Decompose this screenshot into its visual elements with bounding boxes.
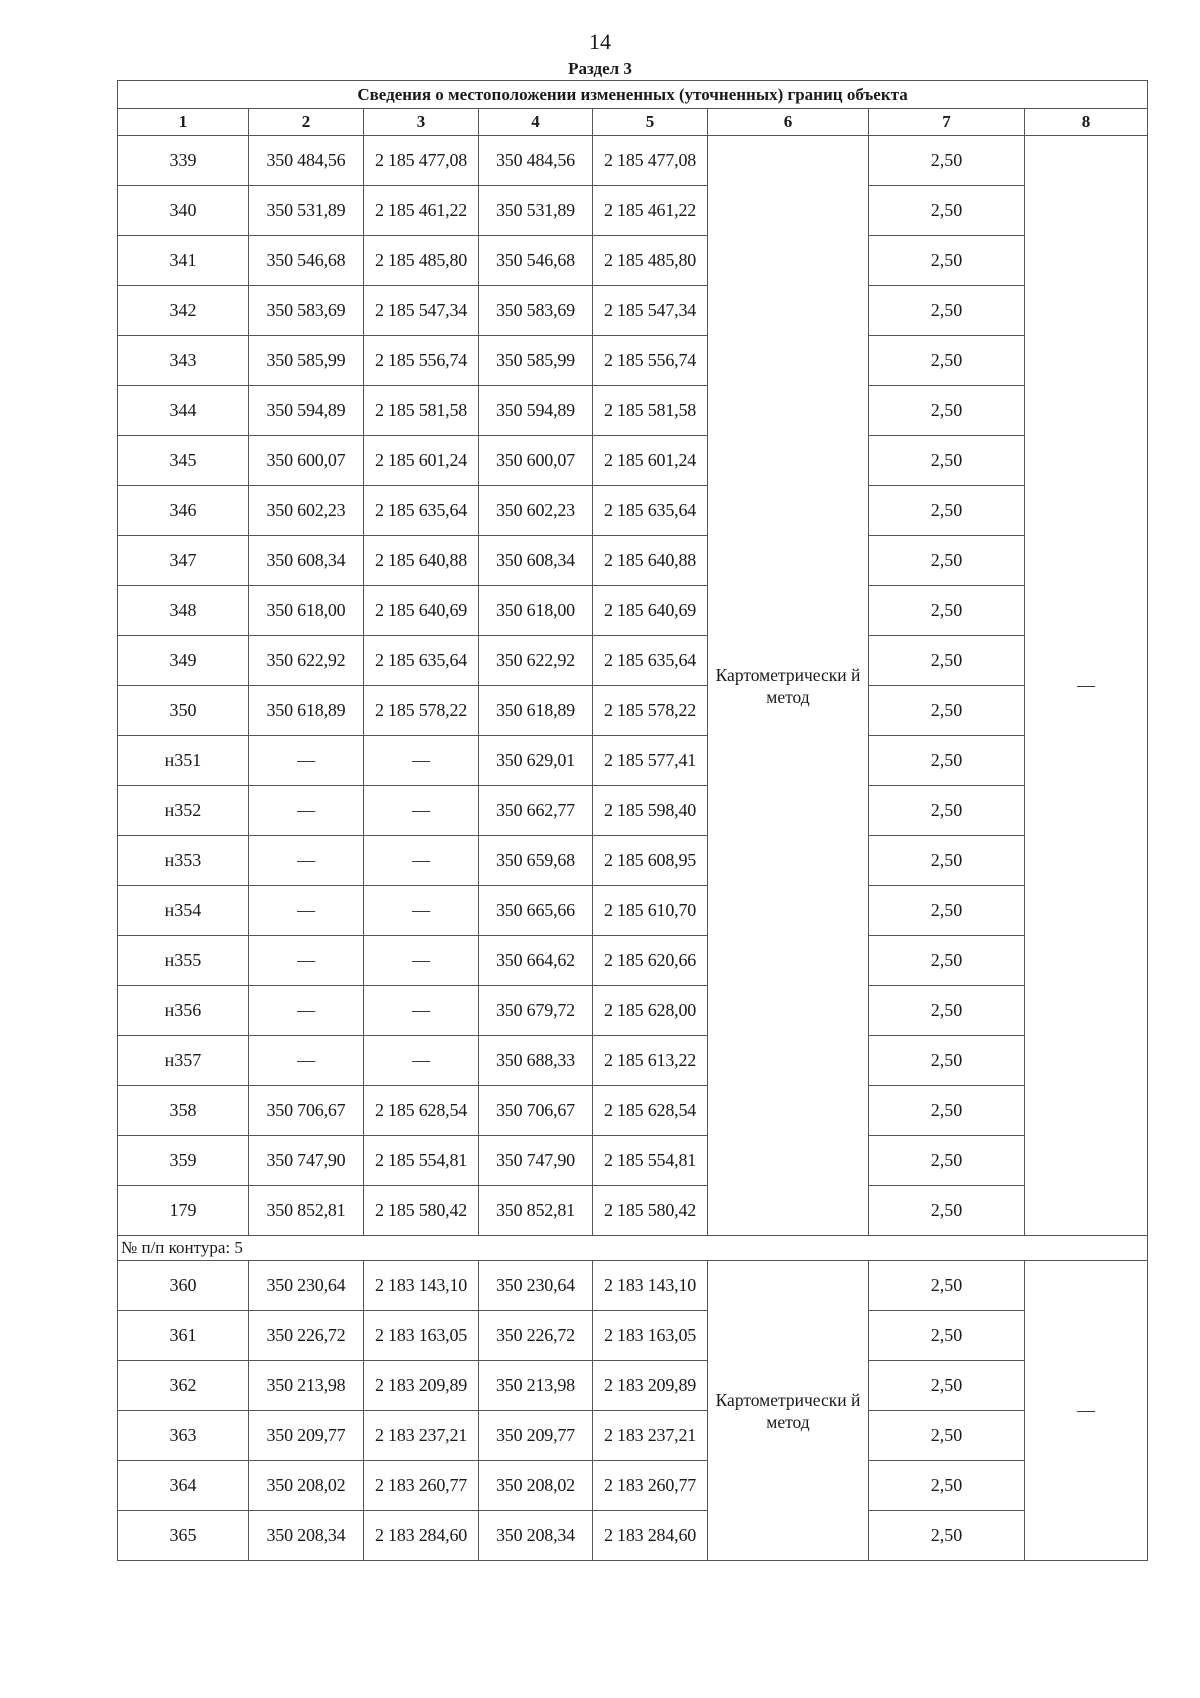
old-x-cell: — [249, 936, 364, 986]
point-number-cell: н352 [118, 786, 249, 836]
old-y-cell: 2 185 578,22 [364, 686, 479, 736]
new-y-cell: 2 185 640,88 [593, 536, 708, 586]
column-8-cell: — [1025, 136, 1148, 1236]
table-row [118, 1461, 1148, 1511]
new-x-cell: 350 688,33 [479, 1036, 593, 1086]
table-row [118, 1036, 1148, 1086]
new-y-cell: 2 185 580,42 [593, 1186, 708, 1236]
new-x-cell: 350 706,67 [479, 1086, 593, 1136]
new-y-cell: 2 185 620,66 [593, 936, 708, 986]
table-row [118, 286, 1148, 336]
precision-cell: 2,50 [869, 1136, 1025, 1186]
column-number: 8 [1025, 109, 1148, 136]
point-number-cell: н354 [118, 886, 249, 936]
new-x-cell: 350 602,23 [479, 486, 593, 536]
precision-cell: 2,50 [869, 736, 1025, 786]
table-row [118, 236, 1148, 286]
table-row [118, 1511, 1148, 1561]
old-y-cell: 2 185 461,22 [364, 186, 479, 236]
point-number-cell: н355 [118, 936, 249, 986]
table-row [118, 636, 1148, 686]
old-y-cell: 2 183 209,89 [364, 1361, 479, 1411]
table-row [118, 486, 1148, 536]
old-y-cell: 2 185 635,64 [364, 636, 479, 686]
precision-cell: 2,50 [869, 1311, 1025, 1361]
old-x-cell: 350 602,23 [249, 486, 364, 536]
point-number-cell: 363 [118, 1411, 249, 1461]
point-number-cell: 348 [118, 586, 249, 636]
precision-cell: 2,50 [869, 636, 1025, 686]
point-number-cell: 344 [118, 386, 249, 436]
column-8-cell: — [1025, 1261, 1148, 1561]
new-y-cell: 2 183 237,21 [593, 1411, 708, 1461]
new-x-cell: 350 629,01 [479, 736, 593, 786]
table-row [118, 886, 1148, 936]
column-number: 4 [479, 109, 593, 136]
column-number: 1 [118, 109, 249, 136]
point-number-cell: н356 [118, 986, 249, 1036]
table-row [118, 1311, 1148, 1361]
new-x-cell: 350 208,02 [479, 1461, 593, 1511]
point-number-cell: 358 [118, 1086, 249, 1136]
point-number-cell: 350 [118, 686, 249, 736]
point-number-cell: 346 [118, 486, 249, 536]
new-x-cell: 350 665,66 [479, 886, 593, 936]
old-x-cell: 350 747,90 [249, 1136, 364, 1186]
table-row [118, 136, 1148, 186]
old-y-cell: 2 185 628,54 [364, 1086, 479, 1136]
point-number-cell: 362 [118, 1361, 249, 1411]
precision-cell: 2,50 [869, 836, 1025, 886]
new-x-cell: 350 618,89 [479, 686, 593, 736]
table-row [118, 736, 1148, 786]
precision-cell: 2,50 [869, 1361, 1025, 1411]
old-x-cell: 350 208,02 [249, 1461, 364, 1511]
old-x-cell: — [249, 836, 364, 886]
table-row [118, 986, 1148, 1036]
column-number: 5 [593, 109, 708, 136]
precision-cell: 2,50 [869, 1086, 1025, 1136]
new-y-cell: 2 185 477,08 [593, 136, 708, 186]
old-x-cell: 350 594,89 [249, 386, 364, 436]
table-row [118, 436, 1148, 486]
table-row [118, 1411, 1148, 1461]
old-y-cell: 2 185 556,74 [364, 336, 479, 386]
precision-cell: 2,50 [869, 136, 1025, 186]
old-x-cell: 350 618,00 [249, 586, 364, 636]
new-x-cell: 350 209,77 [479, 1411, 593, 1461]
table-row [118, 1086, 1148, 1136]
coordinates-table [117, 80, 1148, 1561]
new-x-cell: 350 594,89 [479, 386, 593, 436]
point-number-cell: 340 [118, 186, 249, 236]
point-number-cell: 364 [118, 1461, 249, 1511]
old-x-cell: 350 600,07 [249, 436, 364, 486]
precision-cell: 2,50 [869, 486, 1025, 536]
column-number-row [118, 109, 1148, 136]
point-number-cell: 365 [118, 1511, 249, 1561]
old-x-cell: 350 546,68 [249, 236, 364, 286]
old-x-cell: 350 484,56 [249, 136, 364, 186]
old-y-cell: 2 185 477,08 [364, 136, 479, 186]
table-row [118, 786, 1148, 836]
new-y-cell: 2 185 547,34 [593, 286, 708, 336]
old-x-cell: 350 618,89 [249, 686, 364, 736]
old-y-cell: — [364, 886, 479, 936]
new-x-cell: 350 608,34 [479, 536, 593, 586]
point-number-cell: 347 [118, 536, 249, 586]
old-y-cell: 2 185 581,58 [364, 386, 479, 436]
precision-cell: 2,50 [869, 1511, 1025, 1561]
old-x-cell: 350 226,72 [249, 1311, 364, 1361]
new-x-cell: 350 679,72 [479, 986, 593, 1036]
new-y-cell: 2 185 577,41 [593, 736, 708, 786]
old-x-cell: 350 213,98 [249, 1361, 364, 1411]
point-number-cell: 341 [118, 236, 249, 286]
old-y-cell: — [364, 1036, 479, 1086]
new-x-cell: 350 618,00 [479, 586, 593, 636]
old-x-cell: 350 585,99 [249, 336, 364, 386]
column-number: 3 [364, 109, 479, 136]
new-y-cell: 2 185 610,70 [593, 886, 708, 936]
precision-cell: 2,50 [869, 1186, 1025, 1236]
old-x-cell: 350 852,81 [249, 1186, 364, 1236]
old-x-cell: 350 583,69 [249, 286, 364, 336]
point-number-cell: 345 [118, 436, 249, 486]
old-x-cell: 350 209,77 [249, 1411, 364, 1461]
old-x-cell: — [249, 886, 364, 936]
new-x-cell: 350 531,89 [479, 186, 593, 236]
table-body [118, 136, 1148, 1561]
table-row [118, 936, 1148, 986]
old-x-cell: 350 608,34 [249, 536, 364, 586]
new-y-cell: 2 183 163,05 [593, 1311, 708, 1361]
old-x-cell: — [249, 1036, 364, 1086]
column-number: 2 [249, 109, 364, 136]
old-y-cell: — [364, 786, 479, 836]
point-number-cell: 342 [118, 286, 249, 336]
point-number-cell: 361 [118, 1311, 249, 1361]
old-x-cell: 350 622,92 [249, 636, 364, 686]
contour-row [118, 1236, 1148, 1261]
point-number-cell: н353 [118, 836, 249, 886]
new-x-cell: 350 852,81 [479, 1186, 593, 1236]
precision-cell: 2,50 [869, 936, 1025, 986]
old-y-cell: 2 185 640,69 [364, 586, 479, 636]
new-y-cell: 2 183 143,10 [593, 1261, 708, 1311]
precision-cell: 2,50 [869, 986, 1025, 1036]
new-y-cell: 2 185 554,81 [593, 1136, 708, 1186]
precision-cell: 2,50 [869, 686, 1025, 736]
old-x-cell: 350 230,64 [249, 1261, 364, 1311]
old-x-cell: — [249, 736, 364, 786]
precision-cell: 2,50 [869, 1461, 1025, 1511]
precision-cell: 2,50 [869, 1411, 1025, 1461]
new-x-cell: 350 662,77 [479, 786, 593, 836]
new-y-cell: 2 183 260,77 [593, 1461, 708, 1511]
old-y-cell: 2 183 143,10 [364, 1261, 479, 1311]
precision-cell: 2,50 [869, 186, 1025, 236]
old-y-cell: 2 183 284,60 [364, 1511, 479, 1561]
precision-cell: 2,50 [869, 786, 1025, 836]
point-number-cell: 360 [118, 1261, 249, 1311]
new-x-cell: 350 659,68 [479, 836, 593, 886]
old-y-cell: 2 185 547,34 [364, 286, 479, 336]
table-row [118, 1186, 1148, 1236]
table-caption: Сведения о местоположении измененных (уточненных) границ объекта [118, 81, 1148, 109]
table-row [118, 686, 1148, 736]
new-x-cell: 350 664,62 [479, 936, 593, 986]
precision-cell: 2,50 [869, 286, 1025, 336]
old-x-cell: 350 706,67 [249, 1086, 364, 1136]
point-number-cell: н351 [118, 736, 249, 786]
old-x-cell: — [249, 786, 364, 836]
new-y-cell: 2 185 635,64 [593, 636, 708, 686]
method-cell: Картометрически й метод [708, 136, 869, 1236]
old-y-cell: 2 185 554,81 [364, 1136, 479, 1186]
table-row [118, 186, 1148, 236]
new-x-cell: 350 213,98 [479, 1361, 593, 1411]
point-number-cell: 349 [118, 636, 249, 686]
new-x-cell: 350 230,64 [479, 1261, 593, 1311]
new-y-cell: 2 185 628,54 [593, 1086, 708, 1136]
new-x-cell: 350 484,56 [479, 136, 593, 186]
precision-cell: 2,50 [869, 1036, 1025, 1086]
new-y-cell: 2 185 613,22 [593, 1036, 708, 1086]
precision-cell: 2,50 [869, 336, 1025, 386]
new-y-cell: 2 185 598,40 [593, 786, 708, 836]
new-y-cell: 2 185 601,24 [593, 436, 708, 486]
new-x-cell: 350 747,90 [479, 1136, 593, 1186]
old-y-cell: 2 185 640,88 [364, 536, 479, 586]
new-y-cell: 2 185 608,95 [593, 836, 708, 886]
new-y-cell: 2 185 640,69 [593, 586, 708, 636]
table-row [118, 536, 1148, 586]
precision-cell: 2,50 [869, 386, 1025, 436]
table-row [118, 836, 1148, 886]
old-y-cell: — [364, 736, 479, 786]
column-number: 6 [708, 109, 869, 136]
new-y-cell: 2 185 628,00 [593, 986, 708, 1036]
old-y-cell: 2 185 580,42 [364, 1186, 479, 1236]
new-y-cell: 2 185 461,22 [593, 186, 708, 236]
new-x-cell: 350 208,34 [479, 1511, 593, 1561]
column-number: 7 [869, 109, 1025, 136]
old-y-cell: — [364, 986, 479, 1036]
new-y-cell: 2 183 209,89 [593, 1361, 708, 1411]
point-number-cell: 343 [118, 336, 249, 386]
old-y-cell: 2 183 237,21 [364, 1411, 479, 1461]
old-y-cell: 2 185 635,64 [364, 486, 479, 536]
new-y-cell: 2 183 284,60 [593, 1511, 708, 1561]
precision-cell: 2,50 [869, 536, 1025, 586]
section-title: Раздел 3 [568, 59, 632, 78]
old-y-cell: — [364, 936, 479, 986]
new-y-cell: 2 185 556,74 [593, 336, 708, 386]
old-y-cell: — [364, 836, 479, 886]
new-x-cell: 350 226,72 [479, 1311, 593, 1361]
new-x-cell: 350 600,07 [479, 436, 593, 486]
new-y-cell: 2 185 578,22 [593, 686, 708, 736]
old-x-cell: 350 531,89 [249, 186, 364, 236]
old-x-cell: — [249, 986, 364, 1036]
precision-cell: 2,50 [869, 436, 1025, 486]
new-y-cell: 2 185 635,64 [593, 486, 708, 536]
old-y-cell: 2 185 485,80 [364, 236, 479, 286]
new-x-cell: 350 583,69 [479, 286, 593, 336]
new-x-cell: 350 622,92 [479, 636, 593, 686]
new-y-cell: 2 185 581,58 [593, 386, 708, 436]
table-row [118, 1136, 1148, 1186]
precision-cell: 2,50 [869, 1261, 1025, 1311]
table-row [118, 386, 1148, 436]
point-number-cell: 359 [118, 1136, 249, 1186]
precision-cell: 2,50 [869, 886, 1025, 936]
contour-label: № п/п контура: 5 [118, 1236, 1148, 1261]
old-y-cell: 2 183 260,77 [364, 1461, 479, 1511]
old-y-cell: 2 185 601,24 [364, 436, 479, 486]
table-row [118, 1361, 1148, 1411]
table-row [118, 336, 1148, 386]
page-number: 14 [589, 29, 611, 54]
old-y-cell: 2 183 163,05 [364, 1311, 479, 1361]
point-number-cell: 339 [118, 136, 249, 186]
precision-cell: 2,50 [869, 236, 1025, 286]
old-x-cell: 350 208,34 [249, 1511, 364, 1561]
point-number-cell: н357 [118, 1036, 249, 1086]
new-x-cell: 350 585,99 [479, 336, 593, 386]
new-x-cell: 350 546,68 [479, 236, 593, 286]
table-row [118, 586, 1148, 636]
table-row [118, 1261, 1148, 1311]
precision-cell: 2,50 [869, 586, 1025, 636]
new-y-cell: 2 185 485,80 [593, 236, 708, 286]
method-cell: Картометрически й метод [708, 1261, 869, 1561]
point-number-cell: 179 [118, 1186, 249, 1236]
